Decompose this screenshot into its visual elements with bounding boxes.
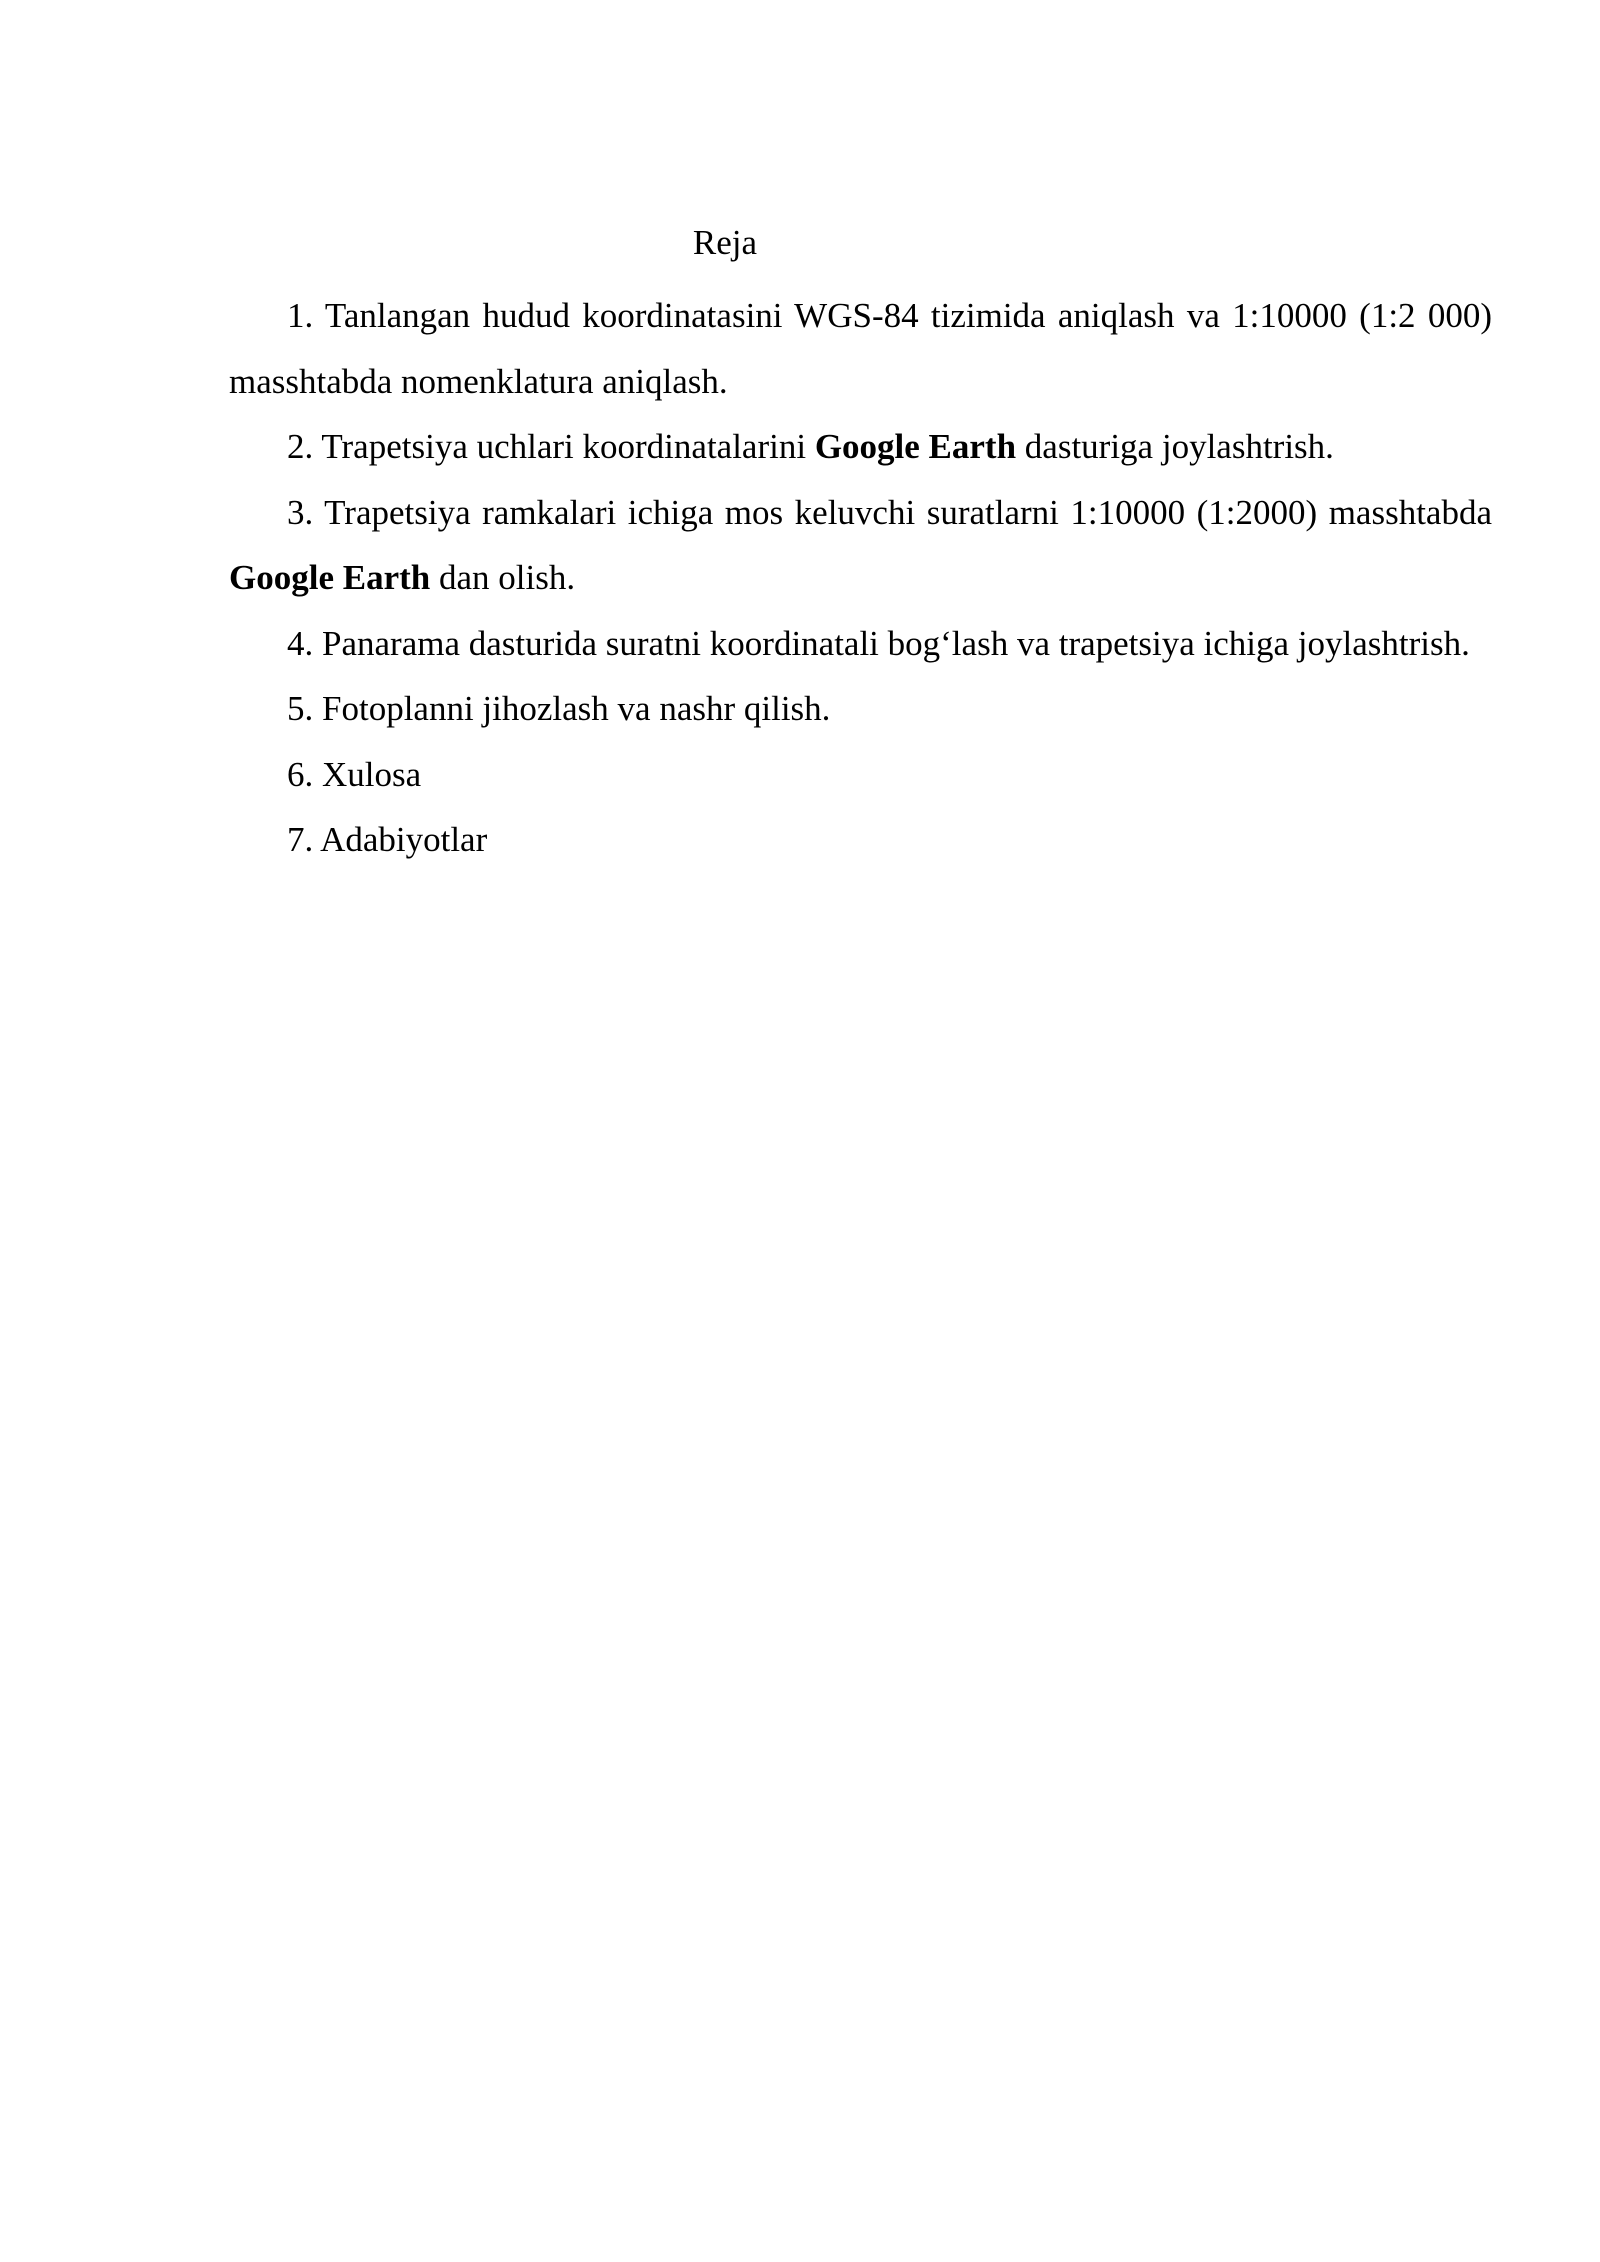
list-item-text-after: dasturiga joylashtrish.	[1016, 427, 1334, 466]
list-item-number: 3.	[287, 492, 314, 532]
list-item	[229, 283, 1492, 414]
list-item-bold-text: Google Earth	[814, 427, 1017, 466]
list-item-text-before: Trapetsiya ramkalari ichiga mos keluvchi suratlarni 1:10000 (1:2000) masshtabda	[324, 492, 1492, 532]
list-item	[229, 676, 1492, 742]
page-title: Reja	[692, 223, 758, 262]
list-item-text-after: dan olish.	[430, 558, 576, 597]
list-item-number: 5.	[287, 689, 314, 728]
list-item-number: 6.	[287, 754, 314, 794]
list-item-text: Xulosa	[322, 754, 422, 794]
list-item-number: 1.	[287, 296, 314, 335]
list-item-text: Panarama dasturida suratni koordinatali bog‘lash va trapetsiya ichiga joylashtrish.	[322, 623, 1470, 663]
list-item	[229, 611, 1492, 677]
list-item	[229, 807, 1492, 873]
list-item-bold-text: Google Earth	[229, 558, 431, 597]
list-item-text: Fotoplanni jihozlash va nashr qilish.	[322, 689, 831, 728]
list-item	[229, 414, 1492, 480]
plan-list	[229, 283, 1492, 873]
list-item-text: Adabiyotlar	[320, 820, 488, 859]
list-item-number: 4.	[287, 623, 314, 663]
list-item-text-before: Trapetsiya uchlari koordinatalarini	[321, 427, 815, 466]
list-item	[229, 480, 1492, 611]
list-item-text: Tanlangan hudud koordinatasini WGS-84 tizimida aniqlash va 1:10000 (1:2 000) masshtabda nomenklatura aniqlash.	[229, 296, 1492, 401]
list-item-number: 7.	[287, 820, 314, 859]
list-item	[229, 742, 1492, 808]
list-item-number: 2.	[287, 427, 314, 466]
